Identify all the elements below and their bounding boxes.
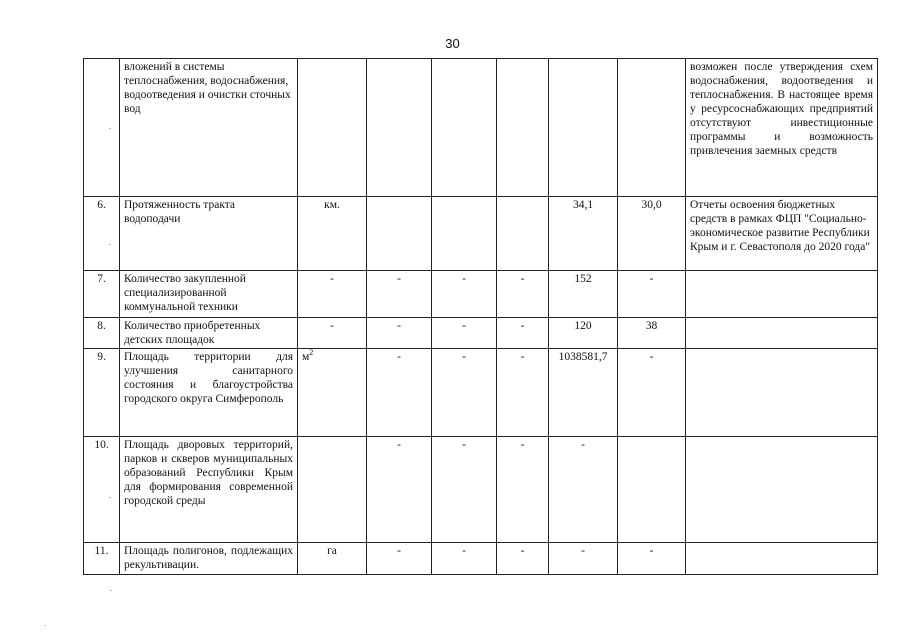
row-number: 11. xyxy=(84,543,120,575)
unit-cell xyxy=(298,437,367,543)
value-cell xyxy=(549,59,618,197)
value-cell: 152 xyxy=(549,271,618,318)
note-cell xyxy=(686,543,878,575)
row-number: 10. xyxy=(84,437,120,543)
indicator-name: Площадь дворовых территорий, парков и скверов муниципальных образований Республики Крым для формирования современной городской среды xyxy=(120,437,298,543)
value-cell: - xyxy=(497,318,549,349)
value-cell: - xyxy=(618,271,686,318)
unit-superscript: 2 xyxy=(309,348,314,358)
value-cell xyxy=(497,197,549,271)
value-cell: - xyxy=(367,543,432,575)
indicators-table xyxy=(83,58,878,575)
note-cell xyxy=(686,318,878,349)
indicator-name: Протяженность тракта водоподачи xyxy=(120,197,298,271)
value-cell: - xyxy=(432,543,497,575)
unit-cell: - xyxy=(298,318,367,349)
value-cell xyxy=(367,59,432,197)
value-cell xyxy=(618,59,686,197)
table-row xyxy=(84,59,878,197)
value-cell: 38 xyxy=(618,318,686,349)
note-cell xyxy=(686,437,878,543)
table-row xyxy=(84,318,878,349)
scan-speck xyxy=(109,497,111,498)
row-number: 8. xyxy=(84,318,120,349)
indicator-name: Количество приобретенных детских площадок xyxy=(120,318,298,349)
unit-cell xyxy=(298,349,367,437)
note-cell xyxy=(686,271,878,318)
table-row xyxy=(84,271,878,318)
row-number xyxy=(84,59,120,197)
value-cell xyxy=(497,59,549,197)
unit-cell: - xyxy=(298,271,367,318)
unit-cell: га xyxy=(298,543,367,575)
indicator-name: Количество закупленной специализированной коммунальной техники xyxy=(120,271,298,318)
scan-speck xyxy=(44,625,46,626)
scan-speck xyxy=(109,128,111,129)
table-row xyxy=(84,437,878,543)
value-cell: 1038581,7 xyxy=(549,349,618,437)
value-cell xyxy=(618,437,686,543)
row-number: 9. xyxy=(84,349,120,437)
row-number: 6. xyxy=(84,197,120,271)
row-number: 7. xyxy=(84,271,120,318)
value-cell: - xyxy=(618,349,686,437)
value-cell: - xyxy=(549,437,618,543)
value-cell: 30,0 xyxy=(618,197,686,271)
value-cell: - xyxy=(367,271,432,318)
value-cell: - xyxy=(432,318,497,349)
indicator-name: вложений в системы теплоснабжения, водоснабжения, водоотведения и очистки сточных вод xyxy=(120,59,298,197)
value-cell: - xyxy=(497,437,549,543)
value-cell: - xyxy=(367,318,432,349)
value-cell xyxy=(367,197,432,271)
value-cell: - xyxy=(432,437,497,543)
table-row xyxy=(84,349,878,437)
value-cell: - xyxy=(497,271,549,318)
value-cell: - xyxy=(367,349,432,437)
scan-speck xyxy=(110,590,112,591)
unit-cell xyxy=(298,59,367,197)
value-cell: - xyxy=(367,437,432,543)
value-cell: 120 xyxy=(549,318,618,349)
value-cell: 34,1 xyxy=(549,197,618,271)
unit-text: м xyxy=(302,351,310,363)
value-cell: - xyxy=(549,543,618,575)
indicator-name: Площадь полигонов, подлежащих рекультивации. xyxy=(120,543,298,575)
value-cell xyxy=(432,197,497,271)
table-row xyxy=(84,543,878,575)
value-cell: - xyxy=(432,271,497,318)
scan-speck xyxy=(109,244,111,245)
value-cell: - xyxy=(432,349,497,437)
table-row xyxy=(84,197,878,271)
unit-cell: км. xyxy=(298,197,367,271)
note-cell: Отчеты освоения бюджетных средств в рамках ФЦП "Социально-экономическое развитие Республики Крым и г. Севастополя до 2020 года" xyxy=(686,197,878,271)
indicator-name: Площадь территории для улучшения санитарного состояния и благоустройства городского округа Симферополь xyxy=(120,349,298,437)
value-cell: - xyxy=(497,543,549,575)
value-cell: - xyxy=(497,349,549,437)
note-cell xyxy=(686,349,878,437)
value-cell xyxy=(432,59,497,197)
page-number: 30 xyxy=(445,36,460,51)
note-cell: возможен после утверждения схем водоснабжения, водоотведения и теплоснабжения. В настоящее время у ресурсоснабжающих предприятий отсутствуют инвестиционные программы и возможность привлечения заемных средств xyxy=(686,59,878,197)
value-cell: - xyxy=(618,543,686,575)
